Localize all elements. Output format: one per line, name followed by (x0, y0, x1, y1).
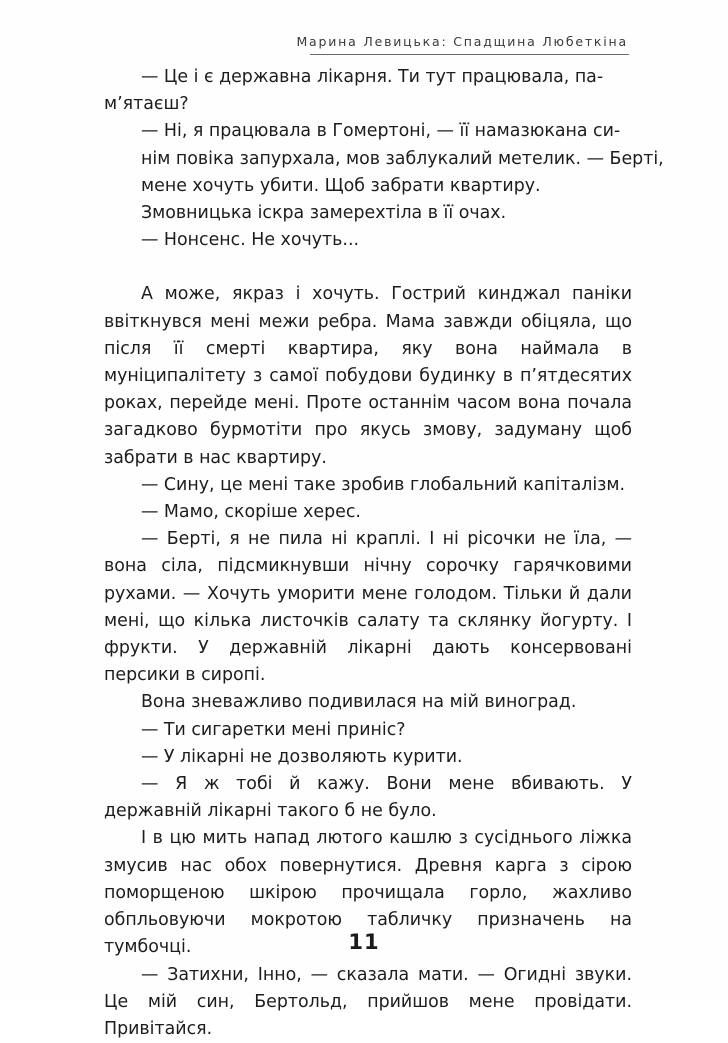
paragraph: — Ні, я працювала в Гомертоні, — її намазюкана си- нім повіка запурхала, мов заблукалий метелик. — Берті, мене хочуть убити. Щоб забрати квартиру. (104, 118, 632, 200)
paragraph: — Нонсенс. Не хочуть... (104, 227, 632, 254)
running-header: Марина Левицька: Спадщина Любеткіна (296, 34, 628, 49)
header-rule (310, 54, 629, 55)
paragraph-text: — Затихни, Інно, — сказала мати. — Огидні звуки. Це мій син, Бертольд, прийшов мене провідати. Привітайся. (104, 965, 632, 1039)
paragraph-text: І в цю мить напад лютого кашлю з сусіднього ліжка змусив нас обох повернутися. Древня карга з сірою поморщеною шкірою прочищала горло, жахливо обпльовуючи мокротою табличку призначень на тумбочці. (104, 828, 632, 957)
paragraph-text: А може, якраз і хочуть. Гострий кинджал паніки ввіткнувся мені межи ребра. Мама завжди обіцяла, що після її смерті квартира, яку вона наймала в муніципалітету з самої побудови будинку в п’ятдесятих роках, перейде мені. Проте останнім часом вона почала загадково бурмотіти про якусь змову, задуману щоб забрати в нас квартиру. (104, 284, 632, 467)
paragraph (104, 771, 632, 825)
paragraph-text: — Берті, я не пила ні краплі. І ні рісочки не їла, — вона сіла, підсмикнувши нічну сорочку гарячковими рухами. — Хочуть уморити мене голодом. Тільки й дали мені, що кілька листочків салату та склянку йогурту. І фрукти. У державній лікарні дають консервовані персики в сиропі. (104, 529, 632, 685)
body-text (104, 64, 632, 1043)
paragraph: Вона зневажливо подивилася на мій виноград. (104, 689, 632, 716)
scene-break (104, 254, 632, 281)
paragraph: — Ти сигаретки мені приніс? (104, 717, 632, 744)
paragraph: — У лікарні не дозволяють курити. (104, 744, 632, 771)
paragraph (104, 962, 632, 1043)
paragraph: — Сину, це мені таке зробив глобальний капіталізм. (104, 472, 632, 499)
paragraph-text: — Я ж тобі й кажу. Вони мене вбивають. У державній лікарні такого б не було. (104, 774, 632, 821)
paragraph (104, 281, 632, 471)
paragraph: Змовницька іскра замерехтіла в її очах. (104, 200, 632, 227)
paragraph: — Мамо, скоріше херес. (104, 499, 632, 526)
paragraph (104, 526, 632, 689)
page-number: 11 (0, 930, 728, 954)
paragraph: — Це і є державна лікарня. Ти тут працювала, па- м’ятаєш? (104, 64, 632, 118)
